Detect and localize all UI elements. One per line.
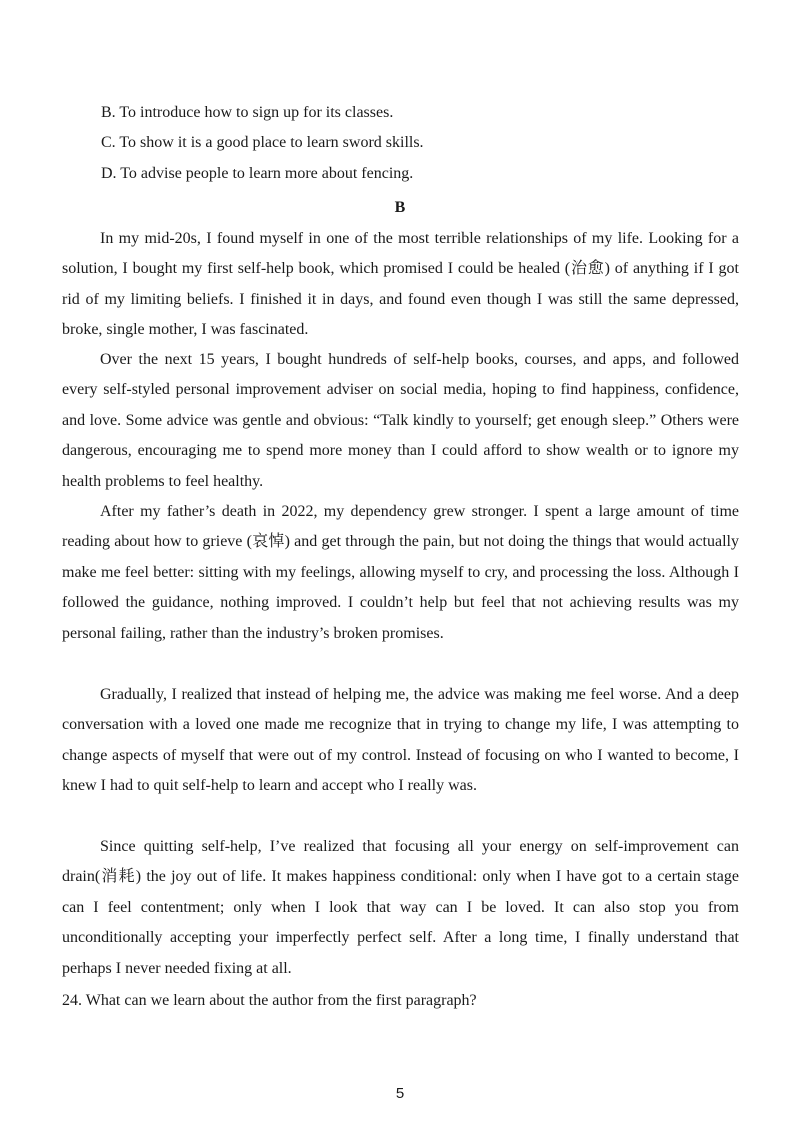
answer-option-c: C. To show it is a good place to learn sword skills.	[101, 134, 424, 151]
answer-option-d: D. To advise people to learn more about fencing.	[101, 165, 414, 182]
section-heading: B	[394, 199, 406, 216]
paragraph-5: Since quitting self-help, I’ve realized that focusing all your energy on self-improvement can drain(消耗) the joy out of life. It makes happiness conditional: only when I have got to a certain stage can I feel contentment; only when I look that way can I be loved. It can also stop you from unconditionally accepting your imperfectly perfect self. After a long time, I finally understand that perhaps I never needed fixing at all.	[62, 838, 739, 977]
answer-option-b: B. To introduce how to sign up for its classes.	[101, 104, 394, 121]
paragraph-1: In my mid-20s, I found myself in one of the most terrible relationships of my life. Looking for a solution, I bought my first self-help book, which promised I could be healed (治愈) of anything if I got rid of my limiting beliefs. I finished it in days, and found even though I was still the same depressed, broke, single mother, I was fascinated.	[62, 230, 739, 339]
paragraph-2: Over the next 15 years, I bought hundreds of self-help books, courses, and apps, and followed every self-styled personal improvement adviser on social media, hoping to find happiness, confidence, and love. Some advice was gentle and obvious: “Talk kindly to yourself; get enough sleep.” Others were dangerous, encouraging me to spend more money than I could afford to show wealth or to ignore my health problems to feel healthy.	[62, 351, 739, 490]
paragraph-4: Gradually, I realized that instead of helping me, the advice was making me feel worse. And a deep conversation with a loved one made me recognize that in trying to change my life, I was attempting to change aspects of myself that were out of my control. Instead of focusing on who I wanted to become, I knew I had to quit self-help to learn and accept who I really was.	[62, 686, 739, 795]
page-number: 5	[395, 1085, 405, 1102]
paragraph-3: After my father’s death in 2022, my dependency grew stronger. I spent a large amount of time reading about how to grieve (哀悼) and get through the pain, but not doing the things that would actually make me feel better: sitting with my feelings, allowing myself to cry, and processing the loss. Although I followed the guidance, nothing improved. I couldn’t help but feel that not achieving results was my personal failing, rather than the industry’s broken promises.	[62, 503, 739, 642]
question-24: 24. What can we learn about the author from the first paragraph?	[62, 992, 477, 1009]
